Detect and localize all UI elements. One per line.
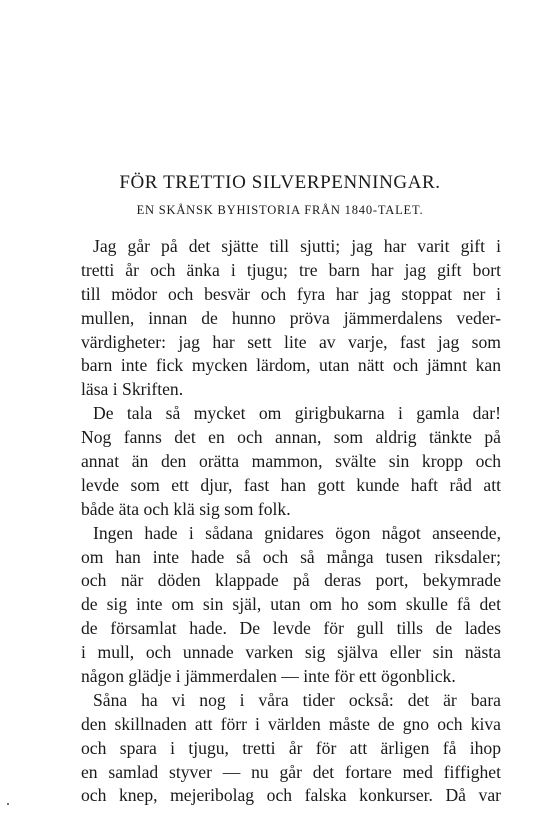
body-text	[81, 235, 501, 808]
chapter-title: FÖR TRETTIO SILVERPENNINGAR.	[119, 172, 441, 193]
paragraph	[81, 522, 501, 689]
text-line: både äta och klä sig som folk.	[81, 498, 291, 519]
text-line: och knep, mejeribolag och falska konkurser. Då var	[81, 785, 501, 806]
text-line: någon glädje i jämmerdalen — inte för ett ögonblick.	[81, 666, 456, 687]
text-line: Jag går på det sjätte till sjutti; jag har varit gift i	[93, 236, 501, 256]
page-speck	[7, 803, 9, 805]
paragraph	[81, 402, 501, 521]
text-line: och när döden klappade på deras port, bekymrade	[81, 570, 501, 591]
text-line: läsa i Skriften.	[81, 379, 184, 400]
text-line: barn inte fick mycken lärdom, utan nätt och jämnt kan	[81, 355, 501, 376]
chapter-subtitle: EN SKÅNSK BYHISTORIA FRÅN 1840-TALET.	[136, 203, 424, 217]
text-line: de sig inte om sin själ, utan om ho som skulle få det	[81, 594, 501, 615]
text-line: Såna ha vi nog i våra tider också: det är bara	[93, 689, 501, 710]
text-line: den skillnaden att förr i världen måste de gno och kiva	[81, 713, 501, 734]
text-line: levde som ett djur, fast han gott kunde haft råd att	[81, 474, 501, 495]
text-line: värdigheter: jag har sett lite av varje, fast jag som	[81, 331, 501, 352]
text-line: de församlat hade. De levde för gull tills de lades	[81, 618, 501, 639]
text-line: mullen, innan de hunno pröva jämmerdalens veder-	[81, 307, 501, 328]
text-line: och spara i tjugu, tretti år för att ärligen få ihop	[81, 737, 501, 758]
text-line: De tala så mycket om girigbukarna i gamla dar!	[93, 403, 501, 424]
text-line: Nog fanns det en och annan, som aldrig tänkte på	[81, 427, 501, 448]
text-line: en samlad styver — nu går det fortare med fiffighet	[81, 761, 501, 782]
text-line: tretti år och änka i tjugu; tre barn har jag gift bort	[81, 259, 501, 280]
text-line: Ingen hade i sådana gnidares ögon något anseende,	[93, 522, 501, 543]
text-line: till mödor och besvär och fyra har jag stoppat ner i	[81, 283, 501, 304]
paragraph	[81, 235, 501, 402]
text-line: annat än den orätta mammon, svälte sin kropp och	[81, 451, 501, 472]
paragraph	[81, 689, 501, 808]
text-line: om han inte hade så och så många tusen riksdaler;	[81, 546, 501, 567]
text-line: i mull, och unnade varken sig själva eller sin nästa	[81, 642, 501, 663]
